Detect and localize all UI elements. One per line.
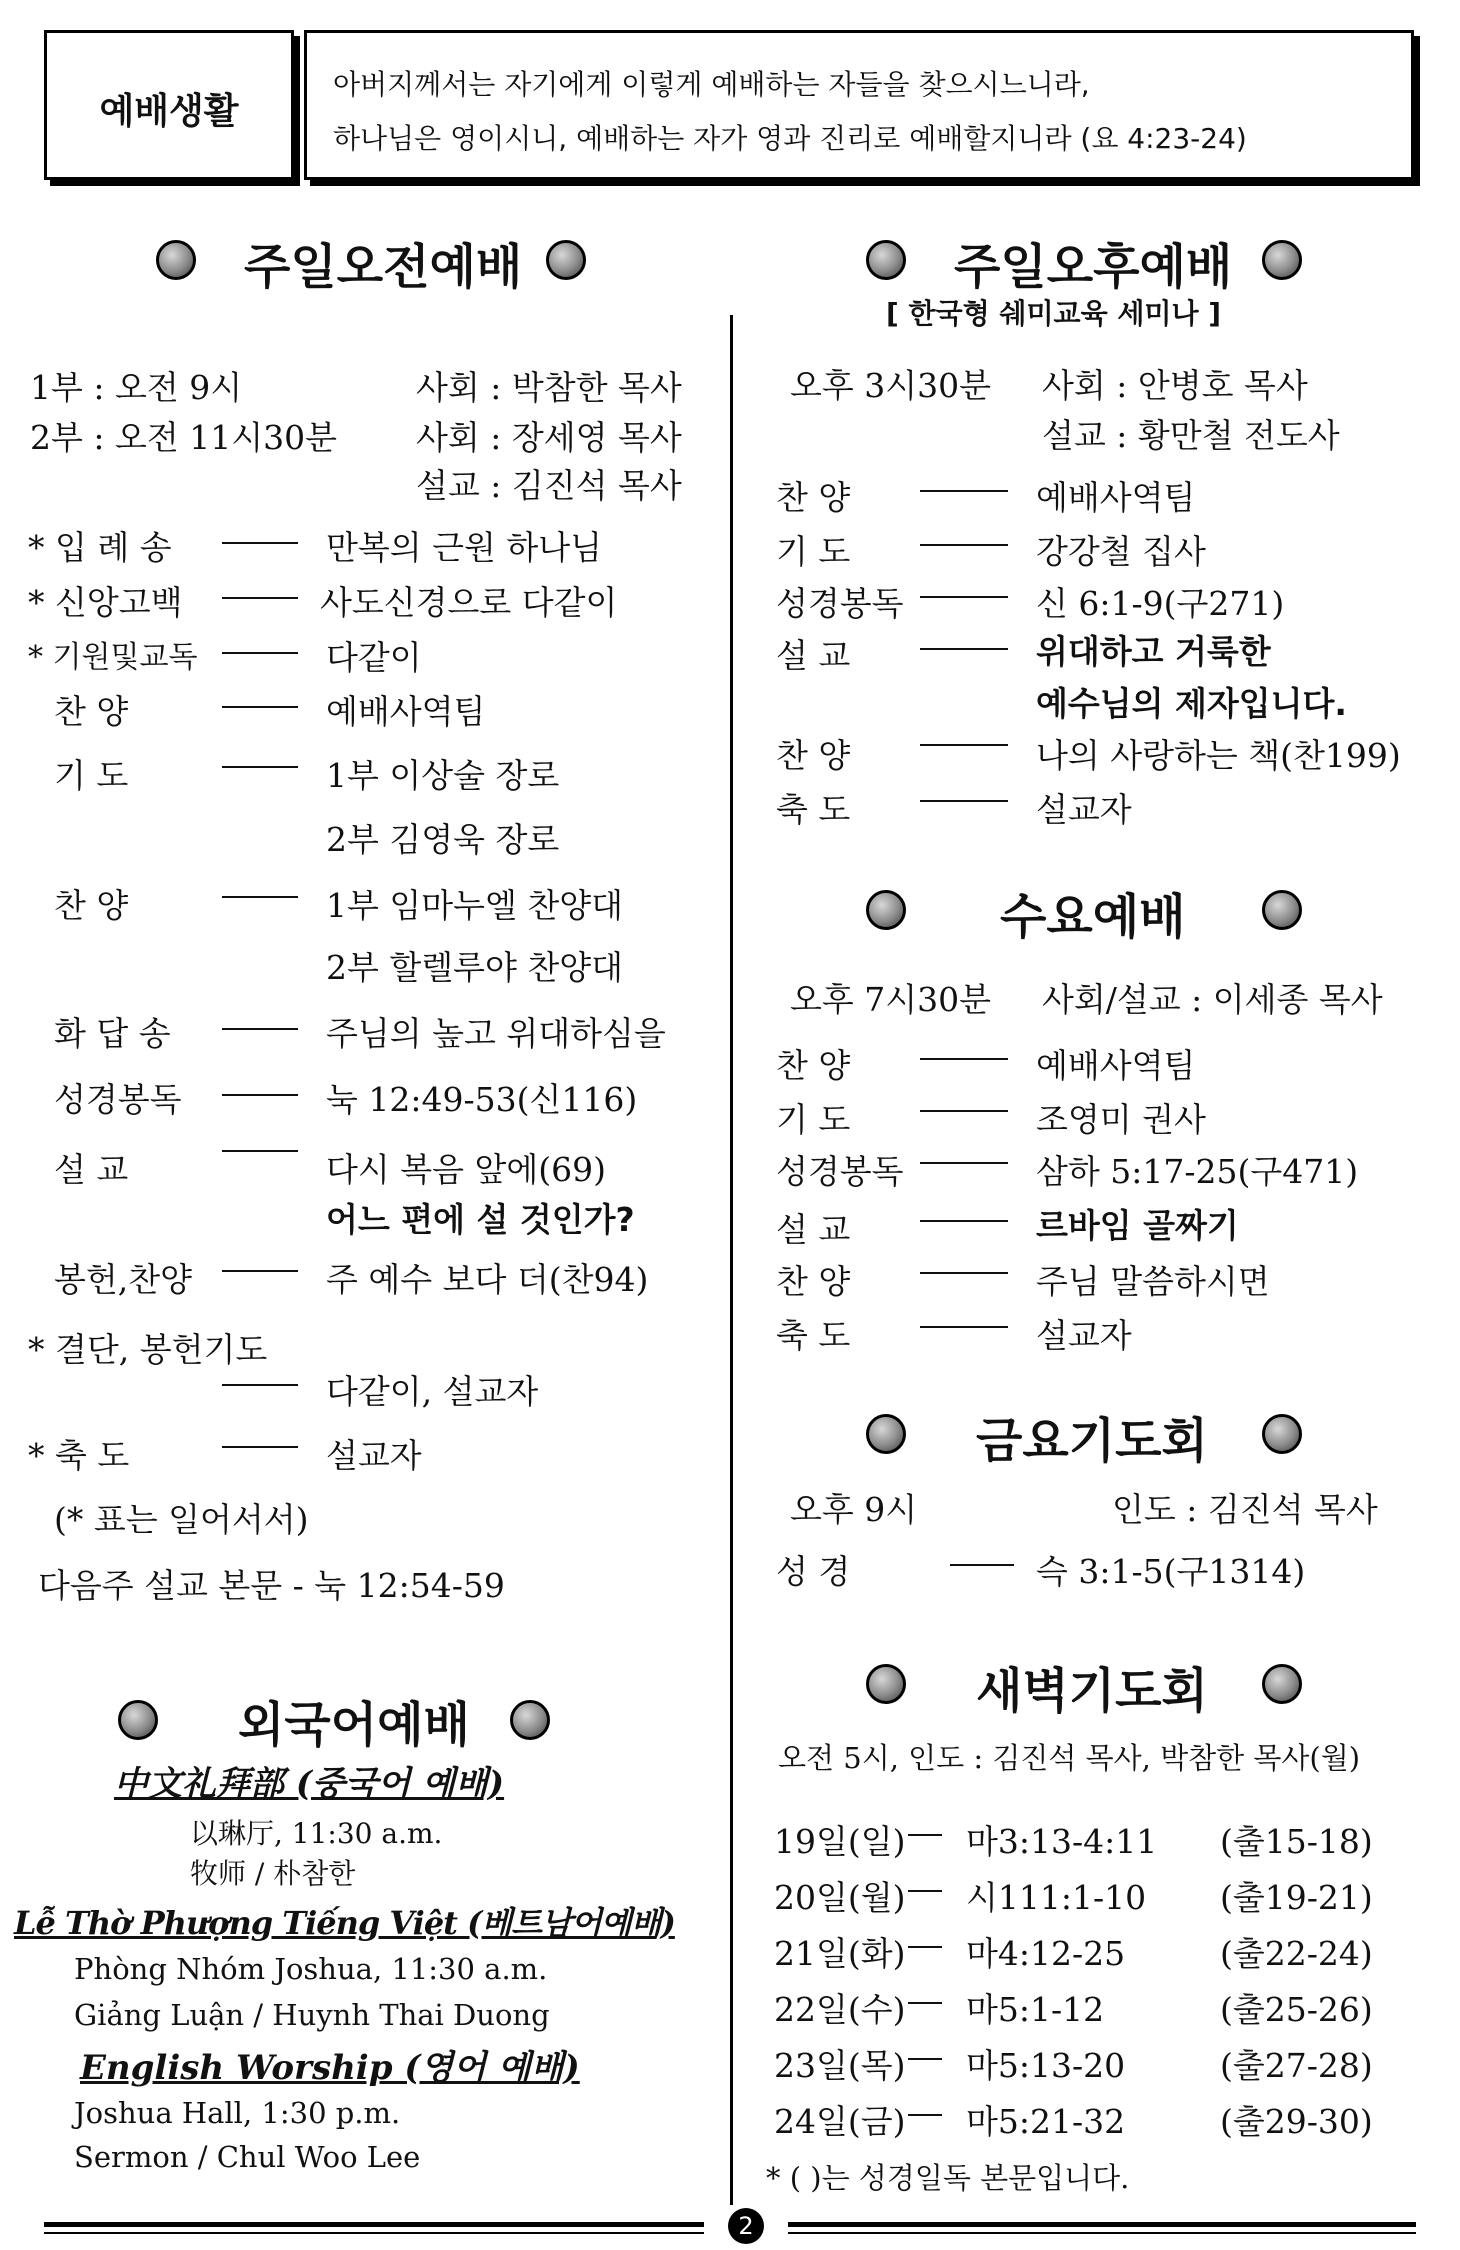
morning-item-value: 다같이: [326, 638, 422, 677]
bullet-icon: [866, 890, 906, 930]
wednesday-item-value: 예배사역팀: [1036, 1046, 1196, 1085]
morning-item-value: 눅 12:49-53(신116): [326, 1080, 638, 1119]
afternoon-item-label: 축 도: [776, 790, 851, 829]
chinese-line2: 牧师 / 朴참한: [190, 1857, 356, 1890]
afternoon-time: 오후 3시30분: [790, 366, 991, 405]
leader-line: [908, 1946, 942, 1948]
afternoon-sermon-title-2: 예수님의 제자입니다.: [1036, 684, 1347, 723]
dawn-day: 20일(월): [774, 1878, 906, 1917]
morning-item-label: 성경봉독: [54, 1080, 182, 1119]
english-line2: Sermon / Chul Woo Lee: [74, 2140, 421, 2174]
dawn-info: 오전 5시, 인도 : 김진석 목사, 박참한 목사(월): [778, 1741, 1361, 1775]
morning-preacher: 설교 : 김진석 목사: [416, 466, 682, 505]
afternoon-item-label: 찬 양: [776, 736, 851, 775]
morning-item-label: * 입 례 송: [28, 528, 172, 567]
morning-leader1: 사회 : 박참한 목사: [416, 368, 682, 407]
leader-line: [920, 596, 1008, 598]
leader-line: [908, 2114, 942, 2116]
wednesday-item-value: 삼하 5:17-25(구471): [1036, 1152, 1359, 1191]
morning-item-label: * 축 도: [28, 1436, 130, 1475]
morning-time2: 2부 : 오전 11시30분: [30, 418, 337, 457]
leader-line: [908, 2058, 942, 2060]
leader-line: [950, 1564, 1014, 1566]
footer-rule-left: [44, 2222, 704, 2227]
morning-item-value: 설교자: [326, 1436, 422, 1475]
viet-title: Lễ Thờ Phượng Tiếng Việt (베트남어예배): [14, 1904, 675, 1942]
leader-line: [222, 1094, 298, 1096]
dawn-text: 시111:1-10: [966, 1878, 1147, 1917]
afternoon-item-label: 설 교: [776, 636, 851, 675]
dawn-day: 22일(수): [774, 1990, 906, 2029]
friday-title: 금요기도회: [976, 1413, 1208, 1469]
dawn-text: 마5:1-12: [966, 1990, 1105, 2029]
leader-line: [920, 544, 1008, 546]
viet-line1: Phòng Nhóm Joshua, 11:30 a.m.: [74, 1952, 548, 1986]
footer-rule-right: [788, 2222, 1416, 2227]
morning-item-value: 다시 복음 앞에(69): [326, 1150, 606, 1189]
wednesday-sermon-title: 르바임 골짜기: [1036, 1206, 1239, 1245]
morning-item-value: 다같이, 설교자: [326, 1372, 539, 1411]
leader-line: [920, 490, 1008, 492]
morning-item-value: 주 예수 보다 더(찬94): [326, 1260, 649, 1299]
afternoon-item-value: 신 6:1-9(구271): [1036, 584, 1285, 623]
footer-rule-right-thin: [788, 2232, 1416, 2234]
leader-line: [222, 542, 298, 544]
english-line1: Joshua Hall, 1:30 p.m.: [74, 2096, 401, 2130]
leader-line: [920, 1110, 1008, 1112]
leader-line: [908, 1834, 942, 1836]
wednesday-leader: 사회/설교 : 이세종 목사: [1042, 980, 1383, 1019]
morning-item-label: * 기원및교독: [28, 640, 198, 675]
dawn-day: 23일(목): [774, 2046, 906, 2085]
leader-line: [920, 648, 1008, 650]
afternoon-preacher: 설교 : 황만철 전도사: [1042, 416, 1340, 455]
afternoon-item-label: 기 도: [776, 532, 851, 571]
bullet-icon: [1262, 240, 1302, 280]
dawn-read: (출22-24): [1220, 1934, 1373, 1973]
wednesday-item-value: 주님 말씀하시면: [1036, 1262, 1270, 1301]
header-verse-line2: 하나님은 영이시니, 예배하는 자가 영과 진리로 예배할지니라 (요 4:23-24): [333, 122, 1247, 155]
morning-item-label: 화 답 송: [54, 1014, 171, 1053]
dawn-text: 마5:13-20: [966, 2046, 1126, 2085]
morning-leader2: 사회 : 장세영 목사: [416, 418, 682, 457]
header-verse-line1: 아버지께서는 자기에게 이렇게 예배하는 자들을 찾으시느니라,: [333, 68, 1090, 101]
bullet-icon: [1262, 890, 1302, 930]
morning-item-value: 2부 김영욱 장로: [326, 820, 560, 859]
morning-note: (* 표는 일어서서): [54, 1500, 309, 1539]
morning-item-value: 주님의 높고 위대하심을: [326, 1014, 666, 1053]
dawn-read: (출19-21): [1220, 1878, 1373, 1917]
bullet-icon: [156, 240, 196, 280]
afternoon-item-value: 예배사역팀: [1036, 478, 1196, 517]
morning-title: 주일오전예배: [244, 239, 523, 295]
morning-item-label: 설 교: [54, 1150, 129, 1189]
page-number: 2: [728, 2208, 764, 2244]
chinese-line1: 以琳厅, 11:30 a.m.: [190, 1817, 443, 1850]
morning-item-value: 1부 이상술 장로: [326, 756, 560, 795]
morning-next-week: 다음주 설교 본문 - 눅 12:54-59: [38, 1566, 505, 1605]
dawn-day: 21일(화): [774, 1934, 906, 1973]
leader-line: [920, 800, 1008, 802]
wednesday-item-value: 조영미 권사: [1036, 1100, 1206, 1139]
dawn-read: (출29-30): [1220, 2102, 1373, 2141]
leader-line: [222, 1028, 298, 1030]
wednesday-item-label: 성경봉독: [776, 1152, 904, 1191]
afternoon-leader: 사회 : 안병호 목사: [1042, 366, 1308, 405]
bullet-icon: [1262, 1414, 1302, 1454]
leader-line: [222, 706, 298, 708]
header-verse-box: [304, 30, 1414, 180]
afternoon-title: 주일오후예배: [954, 239, 1233, 295]
leader-line: [222, 652, 298, 654]
leader-line: [222, 1270, 298, 1272]
leader-line: [920, 1162, 1008, 1164]
morning-sermon-title: 어느 편에 설 것인가?: [326, 1200, 635, 1239]
leader-line: [908, 2002, 942, 2004]
morning-time1: 1부 : 오전 9시: [30, 368, 243, 407]
morning-item-label: 찬 양: [54, 886, 129, 925]
wednesday-item-value: 설교자: [1036, 1316, 1132, 1355]
friday-scripture: 슥 3:1-5(구1314): [1036, 1552, 1306, 1591]
afternoon-item-label: 찬 양: [776, 478, 851, 517]
dawn-read: (출25-26): [1220, 1990, 1373, 2029]
morning-item-value: 사도신경으로 다같이: [320, 583, 618, 622]
bullet-icon: [546, 240, 586, 280]
afternoon-sermon-title: 위대하고 거룩한: [1036, 632, 1271, 671]
chinese-title: 中文礼拜部 (중국어 예배): [114, 1764, 505, 1804]
wednesday-time: 오후 7시30분: [790, 980, 991, 1019]
wednesday-item-label: 기 도: [776, 1100, 851, 1139]
leader-line: [222, 766, 298, 768]
column-divider: [730, 315, 733, 2205]
leader-line: [920, 1272, 1008, 1274]
dawn-text: 마5:21-32: [966, 2102, 1126, 2141]
morning-item-label: 찬 양: [54, 692, 129, 731]
viet-line2: Giảng Luận / Huynh Thai Duong: [74, 1998, 550, 2032]
morning-item-value: 2부 할렐루야 찬양대: [326, 948, 623, 987]
leader-line: [222, 1150, 298, 1152]
leader-line: [222, 597, 298, 599]
morning-item-label: * 신앙고백: [28, 583, 183, 622]
header-label-box: [44, 30, 294, 180]
wednesday-item-label: 설 교: [776, 1210, 851, 1249]
leader-line: [222, 1384, 298, 1386]
wednesday-item-label: 찬 양: [776, 1262, 851, 1301]
bullet-icon: [510, 1700, 550, 1740]
morning-item-label: 기 도: [54, 756, 129, 795]
dawn-read: (출15-18): [1220, 1822, 1373, 1861]
dawn-read: (출27-28): [1220, 2046, 1373, 2085]
footer-rule-left-thin: [44, 2232, 704, 2234]
morning-item-label: * 결단, 봉헌기도: [28, 1330, 268, 1369]
afternoon-item-label: 성경봉독: [776, 584, 904, 623]
morning-item-value: 예배사역팀: [326, 692, 486, 731]
bullet-icon: [866, 1414, 906, 1454]
leader-line: [920, 1058, 1008, 1060]
leader-line: [908, 1890, 942, 1892]
friday-leader: 인도 : 김진석 목사: [1112, 1490, 1378, 1529]
afternoon-item-value: 강강철 집사: [1036, 532, 1206, 571]
dawn-day: 19일(일): [774, 1822, 906, 1861]
leader-line: [920, 1326, 1008, 1328]
wednesday-item-label: 축 도: [776, 1316, 851, 1355]
dawn-title: 새벽기도회: [976, 1663, 1208, 1719]
english-title: English Worship (영어 예배): [80, 2048, 580, 2088]
bullet-icon: [866, 1664, 906, 1704]
header-label: 예배생활: [99, 91, 239, 132]
leader-line: [222, 896, 298, 898]
morning-item-value: 만복의 근원 하나님: [326, 528, 603, 567]
leader-line: [920, 744, 1008, 746]
bullet-icon: [118, 1700, 158, 1740]
wednesday-item-label: 찬 양: [776, 1046, 851, 1085]
wednesday-title: 수요예배: [1000, 889, 1186, 945]
morning-item-label: 봉헌,찬양: [54, 1260, 193, 1299]
afternoon-item-value: 설교자: [1036, 790, 1132, 829]
dawn-text: 마4:12-25: [966, 1934, 1126, 1973]
dawn-note: * ( )는 성경일독 본문입니다.: [766, 2161, 1130, 2195]
friday-scripture-label: 성 경: [776, 1552, 851, 1591]
afternoon-subtitle: [ 한국형 쉐미교육 세미나 ]: [886, 297, 1222, 330]
dawn-text: 마3:13-4:11: [966, 1822, 1158, 1861]
morning-item-value: 1부 임마누엘 찬양대: [326, 886, 623, 925]
leader-line: [920, 1220, 1008, 1222]
bullet-icon: [866, 240, 906, 280]
dawn-day: 24일(금): [774, 2102, 906, 2141]
afternoon-item-value: 나의 사랑하는 책(찬199): [1036, 736, 1401, 775]
friday-time: 오후 9시: [790, 1490, 918, 1529]
foreign-title: 외국어예배: [238, 1697, 470, 1753]
bullet-icon: [1262, 1664, 1302, 1704]
leader-line: [222, 1446, 298, 1448]
